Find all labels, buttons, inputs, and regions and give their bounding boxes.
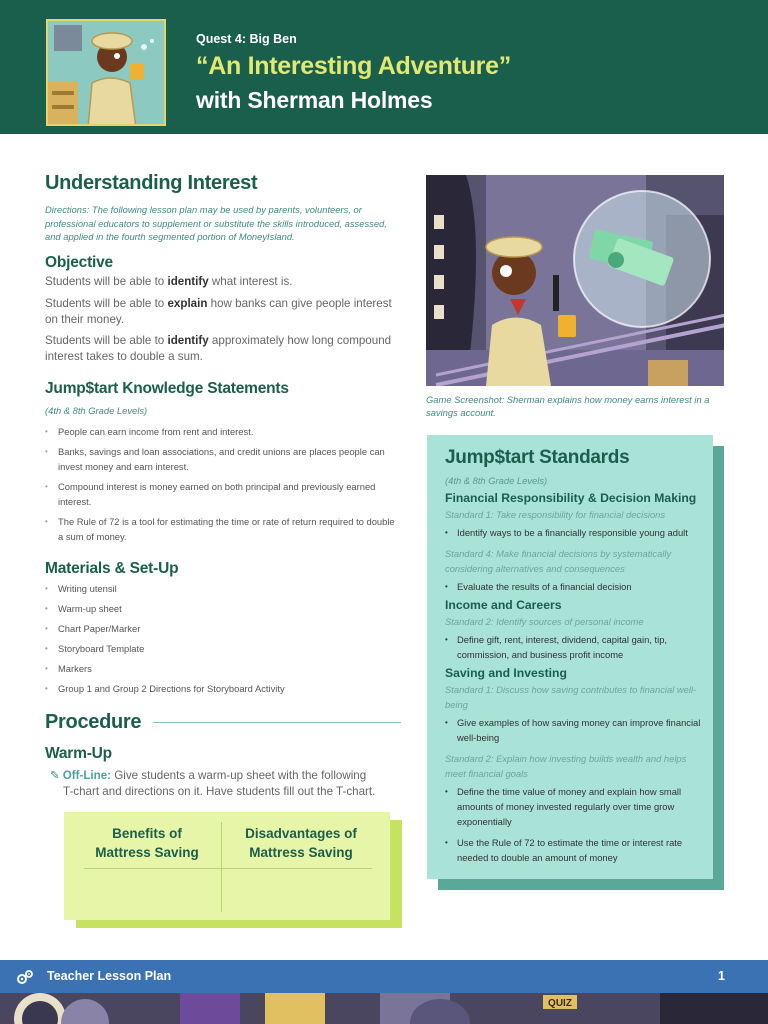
pencil-icon: ✎ [50,769,60,782]
list-item: • Give examples of how saving money can improve financial well-being [445,715,703,745]
quest-label: Quest 4: Big Ben [196,32,297,46]
objective-item: Students will be able to identify approximately how long compound interest takes to double a sum. [45,334,392,363]
footer-game-art-strip [0,993,768,1024]
warmup-heading: Warm-Up [45,745,112,762]
knowledge-statements-list [45,424,400,549]
standard-items [445,784,703,865]
standard-items [445,715,703,745]
standard-label: Standard 1: Take responsibility for financial decisions [445,509,666,520]
screenshot-caption: Game Screenshot: Sherman explains how money earns interest in a savings account. [426,394,710,418]
standard-label: Standard 2: Identify sources of personal income [445,616,644,627]
tchart-benefits-header: Benefits of Mattress Saving [95,826,199,860]
standards-box [427,435,713,879]
list-item: • Chart Paper/Marker [45,621,400,636]
standards-grade-levels: (4th & 8th Grade Levels) [445,475,548,486]
game-screenshot [426,175,724,386]
list-item: • Storyboard Template [45,641,400,656]
page-number: 1 [718,969,725,983]
list-item: • Compound interest is money earned on both principal and previously earned interest. [45,479,400,509]
list-item: • Markers [45,661,400,676]
list-item: • Group 1 and Group 2 Directions for Storyboard Activity [45,681,400,696]
standards-category: Income and Careers [445,598,562,612]
materials-heading: Materials & Set-Up [45,560,179,577]
standards-category: Saving and Investing [445,666,567,680]
list-item: • Evaluate the results of a financial decision [445,579,703,594]
page-header [0,0,768,134]
mattress-saving-tchart [64,812,390,920]
list-item: • Identify ways to be a financially responsible young adult [445,525,703,540]
standards-category: Financial Responsibility & Decision Making [445,491,697,505]
standard-items [445,579,703,594]
footer-label: Teacher Lesson Plan [47,969,172,983]
standard-label: Standard 2: Explain how investing builds wealth and helps meet financial goals [445,753,687,779]
materials-list [45,581,400,701]
section-title-understanding-interest: Understanding Interest [45,172,258,194]
standard-items [445,525,703,540]
procedure-heading: Procedure [45,711,142,733]
lesson-subtitle: with Sherman Holmes [196,87,433,113]
sherman-holmes-illustration [46,19,166,126]
standard-label: Standard 1: Discuss how saving contributes to financial well-being [445,684,697,710]
list-item: • Warm-up sheet [45,601,400,616]
list-item: • Use the Rule of 72 to estimate the time or interest rate needed to double an amount of money [445,835,703,865]
standards-title: Jump$tart Standards [445,447,630,468]
objective-item: Students will be able to explain how banks can give people interest on their money. [45,297,392,326]
list-item: • Define the time value of money and explain how small amounts of money invested regularly over time grow exponentially [445,784,703,829]
knowledge-statements-heading: Jump$tart Knowledge Statements [45,380,289,397]
tchart-disadvantages-header: Disadvantages of Mattress Saving [245,826,357,860]
list-item: • People can earn income from rent and interest. [45,424,400,439]
procedure-divider [153,722,401,723]
standard-items [445,632,703,662]
objective-item: Students will be able to identify what interest is. [45,275,293,288]
objective-heading: Objective [45,254,113,271]
quiz-sign-label: QUIZ [548,998,572,1009]
gears-icon [16,969,34,985]
offline-instructions: ✎ Off-Line: Give students a warm-up sheet with the following T-chart and directions on it. Have students fill out the T-chart. [50,769,376,798]
footer-bar [0,960,768,993]
list-item: • The Rule of 72 is a tool for estimating the time or rate of return required to double a sum of money. [45,514,400,544]
list-item: • Writing utensil [45,581,400,596]
directions-text: Directions: The following lesson plan may be used by parents, volunteers, or professional educators to supplement or substitute the skills introduced, assessed, and applied in the fourth segmented portion of MoneyIsland. [45,204,387,242]
standard-label: Standard 4: Make financial decisions by systematically considering alternatives and consequences [445,548,672,574]
knowledge-grade-levels: (4th & 8th Grade Levels) [45,405,148,416]
lesson-title: “An Interesting Adventure” [196,52,511,80]
list-item: • Define gift, rent, interest, dividend, capital gain, tip, commission, and business profit income [445,632,703,662]
list-item: • Banks, savings and loan associations, and credit unions are places people can invest money and earn interest. [45,444,400,474]
